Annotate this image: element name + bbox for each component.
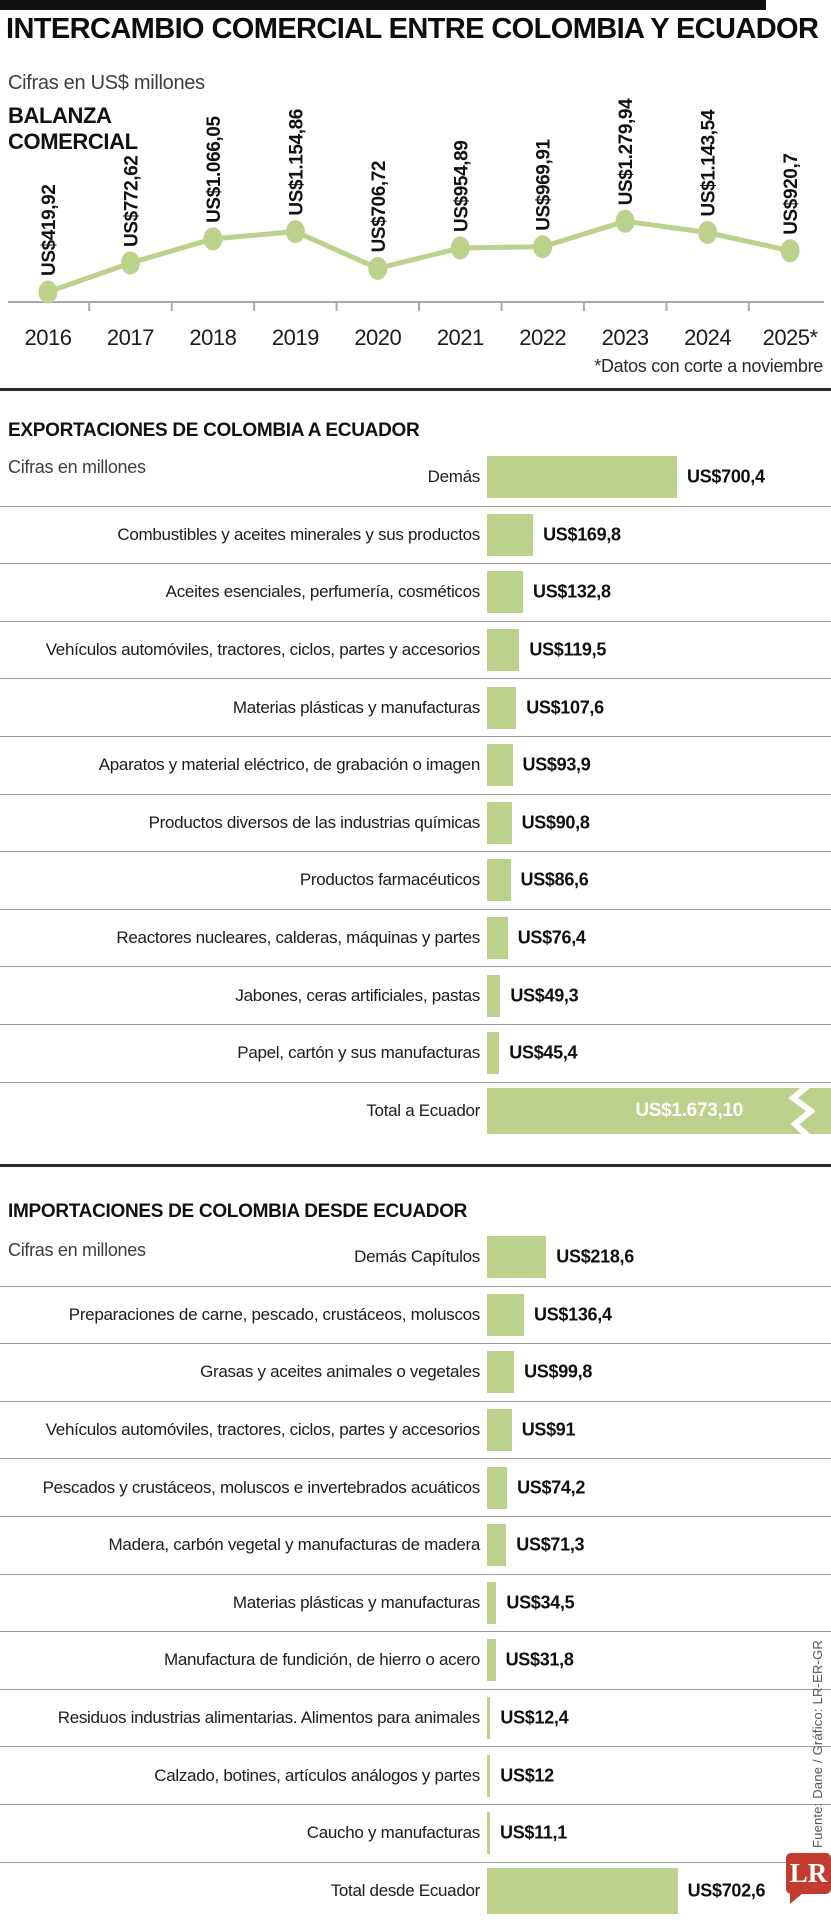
row-label: Preparaciones de carne, pescado, crustáceos, moluscos: [68, 1304, 480, 1324]
data-point: [121, 252, 140, 275]
x-axis-year-label: 2022: [519, 325, 567, 350]
value-bar: [487, 456, 677, 498]
data-point-label: US$419,92: [39, 184, 60, 276]
table-row: [0, 967, 831, 1025]
imports-bar-chart: [0, 1229, 831, 1920]
exports-bar-chart: [0, 449, 831, 1140]
x-axis-year-label: 2017: [106, 325, 154, 350]
table-row: [0, 449, 831, 507]
top-black-bar: [0, 0, 766, 10]
data-point-label: US$772,62: [121, 155, 143, 247]
data-point-label: US$706,72: [368, 160, 390, 253]
exports-section-title: EXPORTACIONES DE COLOMBIA A ECUADOR: [8, 420, 420, 441]
row-label: Residuos industrias alimentarias. Alimentos para animales: [57, 1708, 480, 1728]
row-value: US$49,3: [510, 985, 579, 1006]
value-bar: [487, 1639, 496, 1681]
value-bar: [487, 917, 508, 959]
data-point-label: US$1.154,86: [286, 109, 308, 216]
value-bar: [487, 687, 516, 729]
balance-units-label: Cifras en US$ millones: [8, 72, 205, 94]
row-label: Manufactura de fundición, de hierro o acero: [164, 1650, 480, 1670]
data-point: [368, 257, 387, 280]
value-bar: [487, 1755, 490, 1797]
row-label: Materias plásticas y manufacturas: [232, 1592, 480, 1612]
row-label: Papel, cartón y sus manufacturas: [237, 1043, 480, 1063]
data-point-label: US$1.143,54: [698, 109, 720, 217]
table-row: [0, 1632, 831, 1690]
section-divider: [0, 1164, 831, 1167]
table-row: [0, 795, 831, 853]
table-row: [0, 1229, 831, 1287]
data-point: [781, 239, 800, 262]
value-bar: [487, 859, 511, 901]
data-point-label: US$920,7: [781, 153, 803, 235]
table-row: [0, 910, 831, 968]
row-value: US$169,8: [543, 524, 621, 545]
row-value: US$34,5: [506, 1592, 575, 1613]
row-label: Grasas y aceites animales o vegetales: [200, 1362, 480, 1382]
data-point: [533, 235, 552, 258]
data-point-label: US$1.066,05: [203, 116, 225, 223]
value-bar: [487, 1032, 499, 1074]
value-bar: [487, 571, 523, 613]
data-point: [203, 227, 222, 250]
imports-units-label: Cifras en millones: [8, 1240, 146, 1260]
row-value: US$91: [521, 1419, 576, 1440]
balance-line: [48, 221, 790, 292]
data-point-label: US$969,91: [533, 139, 555, 231]
row-label: Total a Ecuador: [366, 1101, 480, 1121]
row-label: Vehículos automóviles, tractores, ciclos, partes y accesorios: [45, 1420, 480, 1440]
row-label: Productos diversos de las industrias químicas: [148, 812, 480, 832]
exports-units-label: Cifras en millones: [8, 457, 146, 477]
value-bar: [487, 1812, 490, 1854]
data-point: [286, 220, 305, 243]
row-value: US$74,2: [517, 1477, 586, 1498]
value-bar: [487, 1409, 512, 1451]
x-axis-year-label: 2016: [24, 325, 72, 350]
table-row: [0, 1344, 831, 1402]
row-label: Demás: [427, 467, 480, 487]
table-row: [0, 1402, 831, 1460]
bar-break-icon: [789, 1088, 815, 1134]
table-row: [0, 1747, 831, 1805]
value-bar: [487, 1868, 678, 1914]
row-value: US$107,6: [526, 697, 604, 718]
table-row: [0, 737, 831, 795]
row-label: Pescados y crustáceos, moluscos e invertebrados acuáticos: [42, 1477, 480, 1497]
row-label: Demás Capítulos: [354, 1247, 480, 1267]
x-axis-year-label: 2018: [189, 325, 237, 350]
table-row: [0, 507, 831, 565]
value-bar: [487, 629, 519, 671]
imports-section-title: IMPORTACIONES DE COLOMBIA DESDE ECUADOR: [8, 1201, 468, 1222]
value-bar: [487, 1524, 506, 1566]
value-bar: [487, 975, 500, 1017]
balance-chart-title: [8, 103, 138, 155]
balance-title-line1: BALANZA: [8, 103, 112, 128]
row-label: Combustibles y aceites minerales y sus productos: [117, 524, 480, 544]
row-value: US$11,1: [500, 1822, 567, 1843]
data-point-label: US$1.279,94: [616, 98, 638, 206]
table-row: [0, 1459, 831, 1517]
row-value: US$86,6: [520, 869, 589, 890]
row-value: US$45,4: [509, 1042, 578, 1063]
table-row: [0, 1575, 831, 1633]
value-bar: [487, 1351, 514, 1393]
row-value: US$218,6: [556, 1246, 634, 1267]
data-point: [451, 237, 470, 260]
data-point: [39, 281, 58, 304]
x-axis-year-label: 2019: [271, 325, 319, 350]
value-bar: [487, 514, 533, 556]
row-label: Materias plásticas y manufacturas: [232, 697, 480, 717]
row-value: US$99,8: [524, 1361, 593, 1382]
row-label: Total desde Ecuador: [330, 1881, 480, 1901]
value-bar: [487, 802, 512, 844]
value-bar: [487, 1236, 546, 1278]
x-axis-year-label: 2025*: [762, 325, 818, 350]
row-label: Aparatos y material eléctrico, de grabación o imagen: [98, 755, 480, 775]
row-label: Productos farmacéuticos: [299, 870, 480, 890]
table-row: [0, 622, 831, 680]
table-row: [0, 852, 831, 910]
data-point: [698, 221, 717, 244]
row-value: US$1.673,10: [635, 1100, 743, 1122]
value-bar: [487, 1294, 524, 1336]
table-row: [0, 1025, 831, 1083]
balance-line-chart: [0, 0, 831, 390]
row-value: US$702,6: [687, 1880, 766, 1901]
balance-footnote: *Datos con corte a noviembre: [594, 356, 823, 376]
table-row: [0, 679, 831, 737]
row-value: US$700,4: [687, 466, 765, 487]
table-row: [0, 564, 831, 622]
row-label: Caucho y manufacturas: [306, 1823, 480, 1843]
row-label: Reactores nucleares, calderas, máquinas y partes: [116, 928, 480, 948]
table-row: [0, 1805, 831, 1863]
data-point: [616, 210, 635, 233]
row-value: US$12: [500, 1765, 554, 1786]
row-value: US$136,4: [534, 1304, 612, 1325]
row-value: US$132,8: [533, 581, 611, 602]
table-row: [0, 1863, 831, 1920]
value-bar: [487, 744, 513, 786]
row-label: Calzado, botines, artículos análogos y partes: [154, 1765, 480, 1785]
balance-title-line2: COMERCIAL: [8, 129, 138, 154]
table-row: [0, 1517, 831, 1575]
value-bar: [487, 1088, 831, 1134]
value-bar: [487, 1582, 496, 1624]
row-label: Jabones, ceras artificiales, pastas: [235, 985, 480, 1005]
row-value: US$71,3: [516, 1534, 585, 1555]
row-label: Vehículos automóviles, tractores, ciclos, partes y accesorios: [45, 640, 480, 660]
row-label: Aceites esenciales, perfumería, cosméticos: [165, 582, 480, 602]
row-label: Madera, carbón vegetal y manufacturas de madera: [108, 1535, 480, 1555]
x-axis-year-label: 2020: [354, 325, 402, 350]
table-row: [0, 1083, 831, 1141]
x-axis-year-label: 2024: [684, 325, 732, 350]
data-point-label: US$954,89: [451, 140, 473, 232]
x-axis-year-label: 2023: [601, 325, 649, 350]
source-credit: Fuente: Dane / Gráfico: LR-ER-GR: [810, 1640, 825, 1848]
row-value: US$90,8: [521, 812, 590, 833]
x-axis-year-label: 2021: [436, 325, 484, 350]
table-row: [0, 1287, 831, 1345]
row-value: US$76,4: [517, 927, 586, 948]
row-value: US$119,5: [529, 639, 607, 660]
row-value: US$93,9: [522, 754, 591, 775]
row-value: US$12,4: [500, 1707, 569, 1728]
value-bar: [487, 1467, 507, 1509]
value-bar: [487, 1697, 490, 1739]
page-title: INTERCAMBIO COMERCIAL ENTRE COLOMBIA Y ECUADOR: [6, 13, 819, 45]
section-divider: [0, 388, 831, 391]
lr-logo: LR: [786, 1853, 831, 1894]
table-row: [0, 1690, 831, 1748]
row-value: US$31,8: [505, 1649, 574, 1670]
